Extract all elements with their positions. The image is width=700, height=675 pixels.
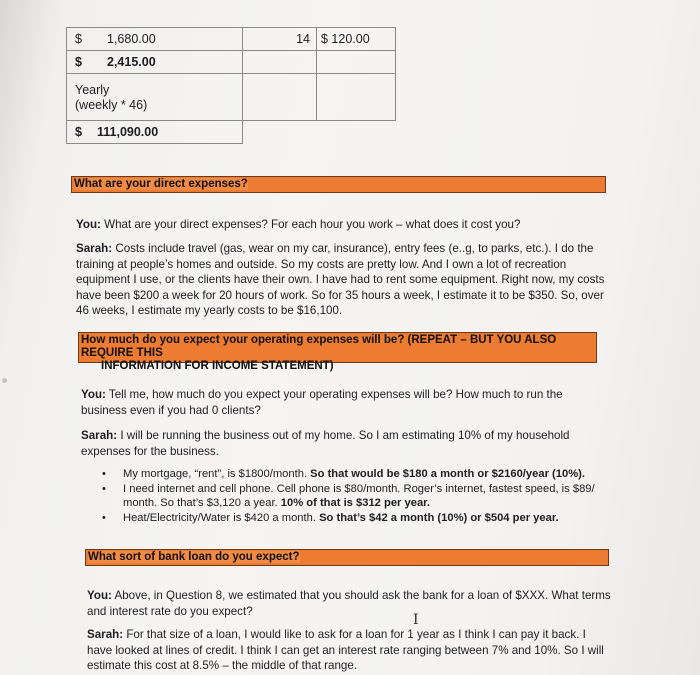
page-mark xyxy=(2,378,7,383)
list-item: • My mortgage, “rent”, is $1800/month. So that would be $180 a month or $2160/year (10%). xyxy=(102,468,585,480)
answer-sarah: Sarah: For that size of a loan, I would like to ask for a loan for 1 year as I think I can pay it back. I have looked at lines of credit. I think I can get an interest rate ranging between 7% and 10%. So I will estimate this cost at 8.5% – the middle of that range. xyxy=(87,628,604,672)
answer-sarah: Sarah: Costs include travel (gas, wear on my car, insurance), entry fees (e..g, to parks, etc.). I do the training at people’s homes and outside. So my costs are pretty low. And I own a lot of recreation equipment I use, or the clients have their own. I have had to rent some equipment. Right now, my costs have been $200 a week for 20 hours of work. So for 35 hours a week, I estimate it to be $350. So, over 46 weeks, I estimate my yearly costs to be $16,100. xyxy=(76,242,605,317)
amount-cell: 2,415.00 xyxy=(107,55,156,69)
currency-symbol: $ xyxy=(75,55,82,69)
yearly-formula: (weekly * 46) xyxy=(75,98,148,112)
list-item: • I need internet and cell phone. Cell phone is $80/month. Roger’s internet, fastest speed, is $89/ month. So that’s $3,120 a year. 10% of that is $312 per year. xyxy=(102,482,595,509)
table-row xyxy=(67,28,396,51)
currency-symbol: $ xyxy=(75,125,82,139)
amount-cell: 111,090.00 xyxy=(97,125,159,139)
rate-cell: $ 120.00 xyxy=(317,28,396,51)
answer-sarah: Sarah: I will be running the business out of my home. So I am estimating 10% of my household expenses for the business. xyxy=(81,429,570,458)
hours-cell: 14 xyxy=(243,28,317,51)
section-heading-direct-expenses: What are your direct expenses? xyxy=(71,176,606,193)
currency-symbol: $ xyxy=(75,32,82,46)
section-heading-operating-expenses: How much do you expect your operating expenses will be? (REPEAT – BUT YOU ALSO REQUIRE THIS INFORMATION FOR INCOME STATEMENT) xyxy=(78,332,597,363)
question-you: You: Tell me, how much do you expect your operating expenses will be? How much to run the business even if you had 0 clients? xyxy=(81,388,563,417)
amount-cell: 1,680.00 xyxy=(107,32,156,46)
table-row xyxy=(67,74,396,121)
table-row xyxy=(67,121,396,144)
bullet-icon: • xyxy=(102,482,106,495)
bullet-icon: • xyxy=(102,468,106,480)
earnings-table xyxy=(66,27,396,144)
bullet-icon: • xyxy=(102,511,106,524)
question-you: You: Above, in Question 8, we estimated that you should ask the bank for a loan of $XXX. What terms and interest rate do you expect? xyxy=(87,589,611,618)
section-heading-bank-loan: What sort of bank loan do you expect? xyxy=(85,549,609,566)
question-you: You: What are your direct expenses? For each hour you work – what does it cost you? xyxy=(76,218,521,231)
list-item: • Heat/Electricity/Water is $420 a month. So that’s $42 a month (10%) or $504 per year. xyxy=(102,511,559,524)
table-row xyxy=(67,51,396,74)
expense-bullet-list xyxy=(102,467,613,525)
text-cursor-icon: I xyxy=(413,612,419,628)
yearly-label: Yearly xyxy=(75,83,110,97)
